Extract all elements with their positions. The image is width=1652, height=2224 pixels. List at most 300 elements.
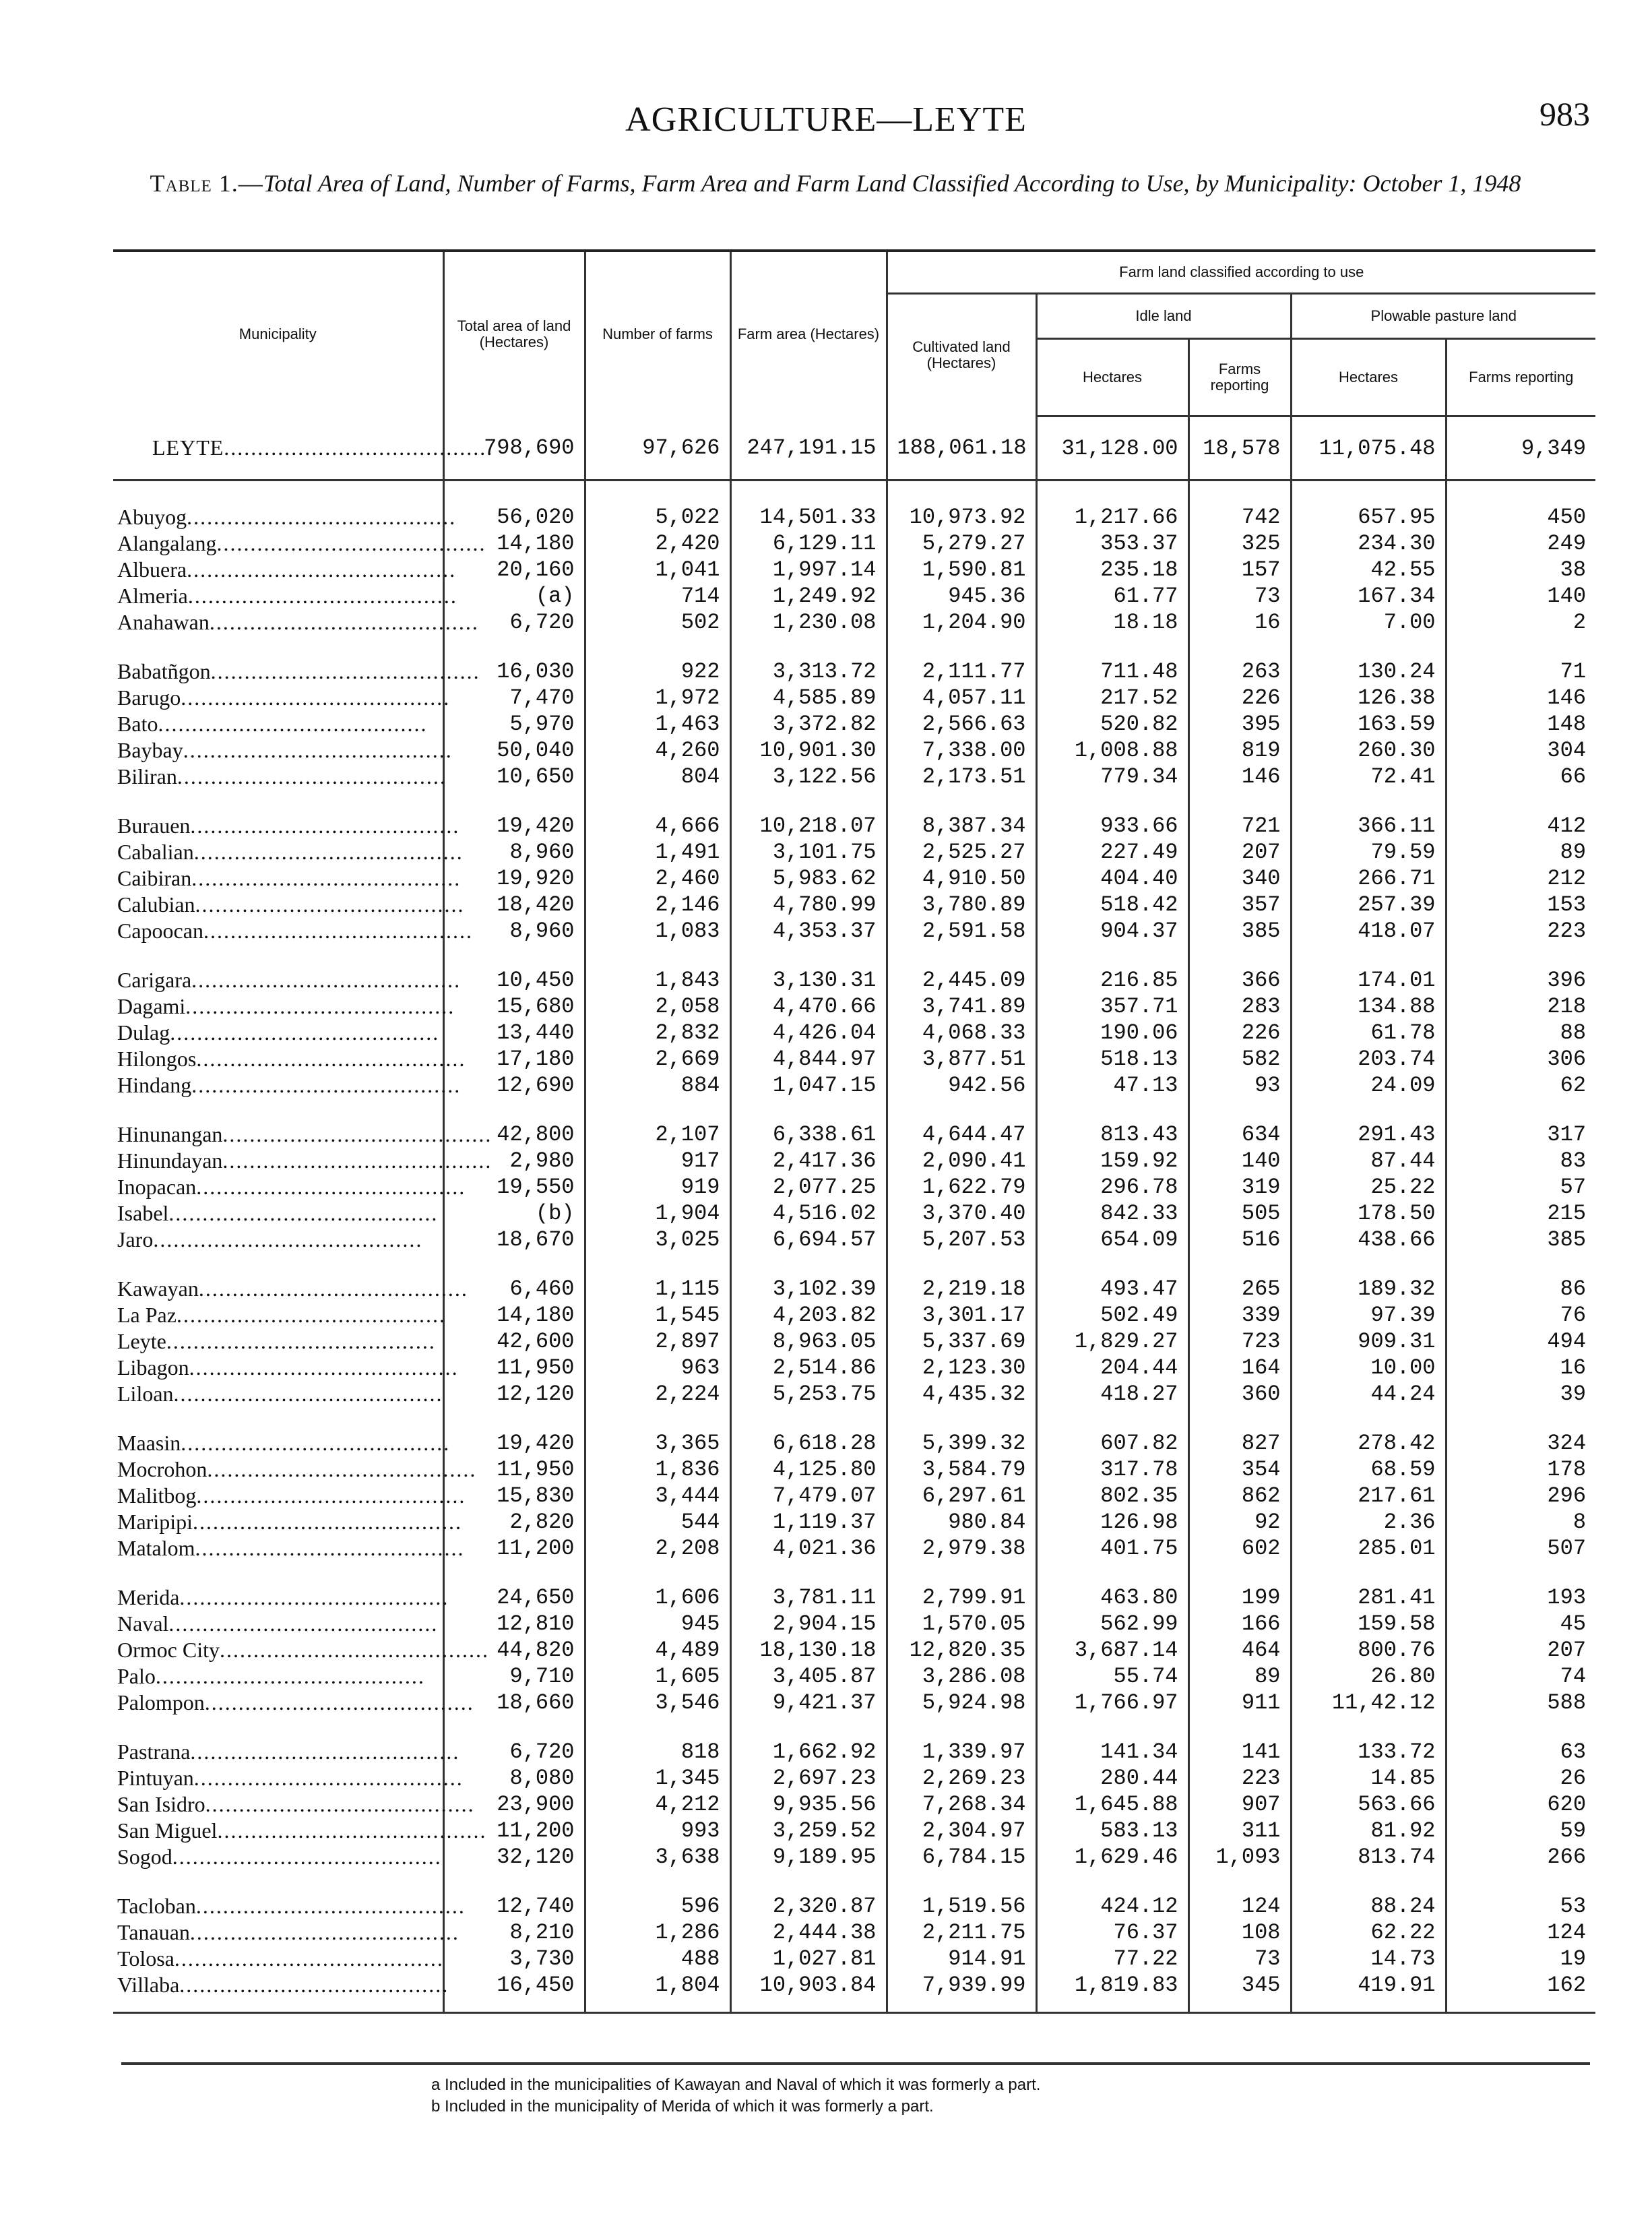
cultivated-cell: 3,370.40 — [887, 1200, 1036, 1227]
table-row — [113, 1844, 1595, 1870]
pasture-farms-cell: 45 — [1446, 1611, 1595, 1637]
pasture-farms-cell: 396 — [1446, 967, 1595, 993]
leader-dots: ........................................ — [210, 659, 480, 683]
table-row — [113, 1302, 1595, 1328]
cultivated-cell: 7,268.34 — [887, 1791, 1036, 1818]
farm-area-cell: 3,372.82 — [730, 711, 887, 737]
farm-area-cell: 2,077.25 — [730, 1174, 887, 1200]
table-row — [113, 1121, 1595, 1148]
gap-cell — [1446, 1407, 1595, 1430]
idle-ha-cell: 779.34 — [1036, 764, 1188, 790]
idle-ha-cell: 47.13 — [1036, 1072, 1188, 1099]
cultivated-cell: 5,279.27 — [887, 530, 1036, 557]
table-row — [113, 1381, 1595, 1407]
end-cell — [730, 1998, 887, 2013]
pasture-ha-cell: 257.39 — [1291, 892, 1446, 918]
gap-cell — [1036, 1407, 1188, 1430]
total-area-cell: 12,810 — [443, 1611, 585, 1637]
total-area-cell: 15,680 — [443, 993, 585, 1020]
cultivated-cell: 4,435.32 — [887, 1381, 1036, 1407]
idle-ha-cell: 317.78 — [1036, 1456, 1188, 1483]
farm-area-cell: 3,313.72 — [730, 658, 887, 685]
cultivated-cell: 980.84 — [887, 1509, 1036, 1535]
cultivated-cell: 3,286.08 — [887, 1663, 1036, 1690]
name-cell: Jaro........................................ — [117, 1227, 423, 1252]
farm-area-cell: 7,479.07 — [730, 1483, 887, 1509]
idle-farms-cell: 340 — [1188, 865, 1291, 892]
pasture-farms-cell: 59 — [1446, 1818, 1595, 1844]
name-cell: Sogod........................................ — [117, 1845, 442, 1869]
total-area-cell: 15,830 — [443, 1483, 585, 1509]
farm-area-cell: 4,516.02 — [730, 1200, 887, 1227]
idle-ha-cell: 518.13 — [1036, 1046, 1188, 1072]
cultivated-cell: 5,924.98 — [887, 1690, 1036, 1716]
pasture-ha-cell: 126.38 — [1291, 685, 1446, 711]
leader-dots: ........................................ — [181, 685, 451, 710]
name-cell: Maripipi........................................ — [117, 1510, 462, 1534]
farm-area-cell: 2,697.23 — [730, 1765, 887, 1791]
gap-cell — [585, 1562, 730, 1584]
gap-cell — [730, 636, 887, 658]
total-area-cell: 5,970 — [443, 711, 585, 737]
farms-cell: 917 — [585, 1148, 730, 1174]
farm-area-cell: 4,470.66 — [730, 993, 887, 1020]
farm-area-cell: 4,203.82 — [730, 1302, 887, 1328]
group-gap — [113, 944, 1595, 967]
idle-ha-cell: 217.52 — [1036, 685, 1188, 711]
farms-cell: 818 — [585, 1739, 730, 1765]
farms-cell: 4,212 — [585, 1791, 730, 1818]
table-row — [113, 865, 1595, 892]
end-cell — [113, 1998, 443, 2013]
farms-cell: 714 — [585, 583, 730, 609]
gap-cell — [1291, 790, 1446, 813]
caption-lead: Table 1.— — [150, 170, 263, 197]
total-area-cell: 20,160 — [443, 557, 585, 583]
farm-area-cell: 9,189.95 — [730, 1844, 887, 1870]
gap-cell — [585, 790, 730, 813]
pasture-ha-cell: 62.22 — [1291, 1919, 1446, 1946]
table-row — [113, 1456, 1595, 1483]
name-cell: Tanauan........................................ — [117, 1920, 459, 1944]
pasture-farms-cell: 178 — [1446, 1456, 1595, 1483]
idle-ha-cell: 1,629.46 — [1036, 1844, 1188, 1870]
pasture-farms-cell: 38 — [1446, 557, 1595, 583]
pasture-farms-cell: 494 — [1446, 1328, 1595, 1355]
pasture-farms-cell: 146 — [1446, 685, 1595, 711]
idle-farms-cell: 124 — [1188, 1893, 1291, 1919]
farms-cell: 544 — [585, 1509, 730, 1535]
total-area-cell: 19,920 — [443, 865, 585, 892]
table-row — [113, 1509, 1595, 1535]
cultivated-cell: 4,057.11 — [887, 685, 1036, 711]
pasture-ha-cell: 278.42 — [1291, 1430, 1446, 1456]
gap-cell — [887, 1562, 1036, 1584]
idle-ha-cell: 607.82 — [1036, 1430, 1188, 1456]
pasture-farms-cell: 124 — [1446, 1919, 1595, 1946]
idle-ha-cell: 1,217.66 — [1036, 504, 1188, 530]
group-gap — [113, 481, 1595, 505]
total-cultivated-cell: 188,061.18 — [887, 416, 1036, 481]
name-cell: Mocrohon........................................ — [117, 1457, 477, 1481]
cultivated-cell: 2,304.97 — [887, 1818, 1036, 1844]
pasture-ha-cell: 800.76 — [1291, 1637, 1446, 1663]
idle-ha-cell: 711.48 — [1036, 658, 1188, 685]
idle-ha-cell: 357.71 — [1036, 993, 1188, 1020]
idle-ha-cell: 216.85 — [1036, 967, 1188, 993]
pasture-farms-cell: 215 — [1446, 1200, 1595, 1227]
total-area-cell: 17,180 — [443, 1046, 585, 1072]
pasture-farms-cell: 39 — [1446, 1381, 1595, 1407]
pasture-ha-cell: 25.22 — [1291, 1174, 1446, 1200]
pasture-ha-cell: 438.66 — [1291, 1227, 1446, 1253]
gap-cell — [443, 1870, 585, 1893]
pasture-ha-cell: 7.00 — [1291, 609, 1446, 636]
gap-cell — [1036, 636, 1188, 658]
farms-cell: 1,491 — [585, 839, 730, 865]
pasture-ha-cell: 291.43 — [1291, 1121, 1446, 1148]
idle-farms-cell: 73 — [1188, 1946, 1291, 1972]
group-gap — [113, 1099, 1595, 1121]
gap-cell — [1036, 1099, 1188, 1121]
cultivated-cell: 1,339.97 — [887, 1739, 1036, 1765]
pasture-ha-cell: 563.66 — [1291, 1791, 1446, 1818]
pasture-ha-cell: 260.30 — [1291, 737, 1446, 764]
total-area-cell: 11,200 — [443, 1818, 585, 1844]
leader-dots: ........................................ — [196, 1047, 466, 1071]
table-row — [113, 1200, 1595, 1227]
cultivated-cell: 1,519.56 — [887, 1893, 1036, 1919]
idle-farms-cell: 360 — [1188, 1381, 1291, 1407]
pasture-farms-cell: 306 — [1446, 1046, 1595, 1072]
leader-dots: ........................................ — [168, 1611, 439, 1636]
pasture-farms-cell: 249 — [1446, 530, 1595, 557]
gap-cell — [1188, 636, 1291, 658]
idle-ha-cell: 933.66 — [1036, 813, 1188, 839]
total-area-cell: (b) — [443, 1200, 585, 1227]
leader-dots: ........................................ — [204, 1690, 474, 1715]
table-row — [113, 1972, 1595, 1998]
pasture-farms-cell: 507 — [1446, 1535, 1595, 1562]
farms-cell: 1,286 — [585, 1919, 730, 1946]
idle-ha-cell: 159.92 — [1036, 1148, 1188, 1174]
total-area-cell: 10,650 — [443, 764, 585, 790]
pasture-farms-cell: 16 — [1446, 1355, 1595, 1381]
pasture-ha-cell: 178.50 — [1291, 1200, 1446, 1227]
caption-text: Total Area of Land, Number of Farms, Farm Area and Farm Land Classified According to Use, by Municipality: October 1, 1948 — [263, 170, 1521, 197]
leader-dots: ........................................ — [190, 1739, 460, 1764]
header-pasture-farms-reporting: Farms reporting — [1446, 339, 1595, 416]
name-cell: Abuyog........................................ — [117, 505, 457, 529]
cultivated-cell: 1,570.05 — [887, 1611, 1036, 1637]
leader-dots: ........................................ — [216, 531, 486, 555]
idle-ha-cell: 418.27 — [1036, 1381, 1188, 1407]
pasture-farms-cell: 26 — [1446, 1765, 1595, 1791]
farm-area-cell: 2,320.87 — [730, 1893, 887, 1919]
name-cell: Hindang........................................ — [117, 1073, 462, 1097]
table-row — [113, 993, 1595, 1020]
table-row — [113, 1355, 1595, 1381]
cultivated-cell: 945.36 — [887, 583, 1036, 609]
name-cell: Palo........................................ — [117, 1664, 425, 1688]
gap-cell — [1291, 636, 1446, 658]
end-cell — [1188, 1998, 1291, 2013]
leader-dots: ........................................ — [219, 1638, 489, 1662]
idle-ha-cell: 126.98 — [1036, 1509, 1188, 1535]
end-cell — [1036, 1998, 1188, 2013]
idle-farms-cell: 157 — [1188, 557, 1291, 583]
pasture-ha-cell: 88.24 — [1291, 1893, 1446, 1919]
name-cell: Libagon........................................ — [117, 1355, 459, 1380]
table-caption — [135, 165, 1536, 202]
cultivated-cell: 2,123.30 — [887, 1355, 1036, 1381]
farms-cell: 2,224 — [585, 1381, 730, 1407]
name-cell: Alangalang........................................ — [117, 531, 486, 555]
cultivated-cell: 2,445.09 — [887, 967, 1036, 993]
farm-area-cell: 2,904.15 — [730, 1611, 887, 1637]
gap-cell — [113, 790, 443, 813]
idle-ha-cell: 583.13 — [1036, 1818, 1188, 1844]
farms-cell: 4,260 — [585, 737, 730, 764]
table-row — [113, 1818, 1595, 1844]
group-gap — [113, 1870, 1595, 1893]
header-plowable: Plowable pasture land — [1291, 294, 1595, 339]
gap-cell — [1291, 944, 1446, 967]
name-cell: Inopacan........................................ — [117, 1175, 466, 1199]
table-row — [113, 1430, 1595, 1456]
idle-ha-cell: 802.35 — [1036, 1483, 1188, 1509]
cultivated-cell: 2,090.41 — [887, 1148, 1036, 1174]
total-area-cell: 19,550 — [443, 1174, 585, 1200]
total-area-cell: 24,650 — [443, 1584, 585, 1611]
leader-dots: ........................................ — [179, 1973, 449, 1997]
cultivated-cell: 1,204.90 — [887, 609, 1036, 636]
idle-farms-cell: 93 — [1188, 1072, 1291, 1099]
gap-cell — [1291, 1407, 1446, 1430]
pasture-farms-cell: 296 — [1446, 1483, 1595, 1509]
pasture-farms-cell: 2 — [1446, 609, 1595, 636]
farm-area-cell: 6,129.11 — [730, 530, 887, 557]
idle-farms-cell: 226 — [1188, 685, 1291, 711]
leader-dots: ........................................ — [187, 584, 457, 608]
farm-area-cell: 3,259.52 — [730, 1818, 887, 1844]
farm-area-cell: 2,444.38 — [730, 1919, 887, 1946]
total-area-cell: 2,980 — [443, 1148, 585, 1174]
farm-area-cell: 2,514.86 — [730, 1355, 887, 1381]
pasture-farms-cell: 62 — [1446, 1072, 1595, 1099]
leader-dots: ........................................ — [174, 1946, 444, 1971]
leader-dots: ........................................ — [191, 1073, 462, 1097]
pasture-farms-cell: 66 — [1446, 764, 1595, 790]
table-end — [113, 1998, 1595, 2013]
gap-cell — [1188, 944, 1291, 967]
table-row — [113, 1584, 1595, 1611]
farms-cell: 1,836 — [585, 1456, 730, 1483]
table-row — [113, 1227, 1595, 1253]
name-cell: Isabel........................................ — [117, 1201, 439, 1225]
farms-cell: 1,041 — [585, 557, 730, 583]
idle-farms-cell: 166 — [1188, 1611, 1291, 1637]
idle-farms-cell: 911 — [1188, 1690, 1291, 1716]
pasture-farms-cell: 83 — [1446, 1148, 1595, 1174]
leader-dots: ........................................ — [192, 1510, 462, 1534]
gap-cell — [730, 944, 887, 967]
idle-farms-cell: 199 — [1188, 1584, 1291, 1611]
table-row — [113, 813, 1595, 839]
gap-cell — [1446, 636, 1595, 658]
name-cell: Maasin........................................ — [117, 1431, 451, 1455]
farm-area-cell: 2,417.36 — [730, 1148, 887, 1174]
farms-cell: 3,546 — [585, 1690, 730, 1716]
pasture-farms-cell: 57 — [1446, 1174, 1595, 1200]
table-row — [113, 1893, 1595, 1919]
idle-farms-cell: 602 — [1188, 1535, 1291, 1562]
idle-farms-cell: 108 — [1188, 1919, 1291, 1946]
farm-area-cell: 1,230.08 — [730, 609, 887, 636]
pasture-ha-cell: 134.88 — [1291, 993, 1446, 1020]
header-idle-land: Idle land — [1036, 294, 1291, 339]
gap-cell — [585, 1407, 730, 1430]
group-gap — [113, 1716, 1595, 1739]
gap-cell — [1446, 1253, 1595, 1276]
pasture-ha-cell: 159.58 — [1291, 1611, 1446, 1637]
total-idle-ha-cell: 31,128.00 — [1036, 416, 1188, 481]
cultivated-cell: 4,068.33 — [887, 1020, 1036, 1046]
gap-cell — [443, 1716, 585, 1739]
idle-ha-cell: 1,819.83 — [1036, 1972, 1188, 1998]
leader-dots: ........................................ — [189, 1920, 459, 1944]
leader-dots: ........................................ — [183, 738, 453, 762]
cultivated-cell: 3,301.17 — [887, 1302, 1036, 1328]
farms-cell: 804 — [585, 764, 730, 790]
gap-cell — [1188, 481, 1291, 505]
pasture-farms-cell: 148 — [1446, 711, 1595, 737]
idle-farms-cell: 146 — [1188, 764, 1291, 790]
farms-cell: 5,022 — [585, 504, 730, 530]
idle-ha-cell: 61.77 — [1036, 583, 1188, 609]
idle-farms-cell: 505 — [1188, 1200, 1291, 1227]
idle-farms-cell: 141 — [1188, 1739, 1291, 1765]
table-row — [113, 1046, 1595, 1072]
pasture-ha-cell: 42.55 — [1291, 557, 1446, 583]
end-cell — [1291, 1998, 1446, 2013]
gap-cell — [443, 1407, 585, 1430]
total-area-cell: 6,720 — [443, 609, 585, 636]
pasture-farms-cell: 304 — [1446, 737, 1595, 764]
leader-dots: ........................................ — [173, 1382, 443, 1406]
table-row — [113, 504, 1595, 530]
farm-area-cell: 9,935.56 — [730, 1791, 887, 1818]
name-cell: San Miguel........................................ — [117, 1818, 487, 1843]
name-cell: Dagami........................................ — [117, 994, 455, 1018]
cultivated-cell: 3,877.51 — [887, 1046, 1036, 1072]
idle-farms-cell: 862 — [1188, 1483, 1291, 1509]
group-gap — [113, 1407, 1595, 1430]
gap-cell — [1188, 1870, 1291, 1893]
bottom-rule — [121, 2062, 1590, 2065]
name-cell: Matalom........................................ — [117, 1536, 465, 1560]
cultivated-cell: 942.56 — [887, 1072, 1036, 1099]
idle-farms-cell: 319 — [1188, 1174, 1291, 1200]
total-area-cell: 11,200 — [443, 1535, 585, 1562]
farms-cell: 993 — [585, 1818, 730, 1844]
cultivated-cell: 1,590.81 — [887, 557, 1036, 583]
table-row — [113, 1765, 1595, 1791]
name-cell: Albuera........................................ — [117, 557, 457, 582]
total-area-cell: 50,040 — [443, 737, 585, 764]
cultivated-cell: 3,741.89 — [887, 993, 1036, 1020]
table-row — [113, 711, 1595, 737]
cultivated-cell: 7,939.99 — [887, 1972, 1036, 1998]
idle-farms-cell: 345 — [1188, 1972, 1291, 1998]
idle-farms-cell: 819 — [1188, 737, 1291, 764]
leader-dots: ........................................ — [168, 1201, 439, 1225]
idle-farms-cell: 16 — [1188, 609, 1291, 636]
total-area-cell: 18,420 — [443, 892, 585, 918]
idle-ha-cell: 296.78 — [1036, 1174, 1188, 1200]
pasture-ha-cell: 418.07 — [1291, 918, 1446, 944]
farm-area-cell: 10,218.07 — [730, 813, 887, 839]
gap-cell — [1446, 1870, 1595, 1893]
idle-farms-cell: 907 — [1188, 1791, 1291, 1818]
gap-cell — [1291, 1870, 1446, 1893]
end-cell — [887, 1998, 1036, 2013]
leader-dots: ........................................ — [172, 1845, 442, 1869]
total-area-cell: 14,180 — [443, 530, 585, 557]
gap-cell — [887, 1870, 1036, 1893]
idle-ha-cell: 562.99 — [1036, 1611, 1188, 1637]
leader-dots: ........................................ — [207, 1457, 477, 1481]
total-farm-area-cell: 247,191.15 — [730, 416, 887, 481]
idle-ha-cell: 141.34 — [1036, 1739, 1188, 1765]
farm-area-cell: 3,781.11 — [730, 1584, 887, 1611]
total-area-cell: 42,800 — [443, 1121, 585, 1148]
farm-area-cell: 18,130.18 — [730, 1637, 887, 1663]
gap-cell — [1446, 790, 1595, 813]
leader-dots: ........................................ — [222, 1148, 493, 1173]
idle-farms-cell: 385 — [1188, 918, 1291, 944]
name-cell: San Isidro........................................ — [117, 1792, 475, 1816]
gap-cell — [730, 481, 887, 505]
gap-cell — [730, 1562, 887, 1584]
idle-ha-cell: 353.37 — [1036, 530, 1188, 557]
name-cell: Hinunangan........................................ — [117, 1122, 493, 1146]
name-cell: Dulag........................................ — [117, 1020, 440, 1045]
idle-farms-cell: 339 — [1188, 1302, 1291, 1328]
pasture-ha-cell: 24.09 — [1291, 1072, 1446, 1099]
total-area-cell: 6,720 — [443, 1739, 585, 1765]
total-area-cell: 42,600 — [443, 1328, 585, 1355]
footnote-a: a Included in the municipalities of Kawayan and Naval of which it was formerly a part. — [431, 2076, 1041, 2094]
cultivated-cell: 4,644.47 — [887, 1121, 1036, 1148]
pasture-farms-cell: 63 — [1446, 1739, 1595, 1765]
idle-ha-cell: 842.33 — [1036, 1200, 1188, 1227]
leader-dots: ........................................ — [181, 1431, 451, 1455]
gap-cell — [1188, 1253, 1291, 1276]
pasture-ha-cell: 419.91 — [1291, 1972, 1446, 1998]
pasture-farms-cell: 193 — [1446, 1584, 1595, 1611]
cultivated-cell: 2,219.18 — [887, 1276, 1036, 1302]
total-area-cell: 8,210 — [443, 1919, 585, 1946]
pasture-ha-cell: 813.74 — [1291, 1844, 1446, 1870]
name-cell: Capoocan........................................ — [117, 919, 473, 943]
gap-cell — [1036, 944, 1188, 967]
idle-farms-cell: 354 — [1188, 1456, 1291, 1483]
pasture-ha-cell: 217.61 — [1291, 1483, 1446, 1509]
name-cell: Ormoc City........................................ — [117, 1638, 489, 1662]
idle-ha-cell: 424.12 — [1036, 1893, 1188, 1919]
table-row — [113, 1148, 1595, 1174]
